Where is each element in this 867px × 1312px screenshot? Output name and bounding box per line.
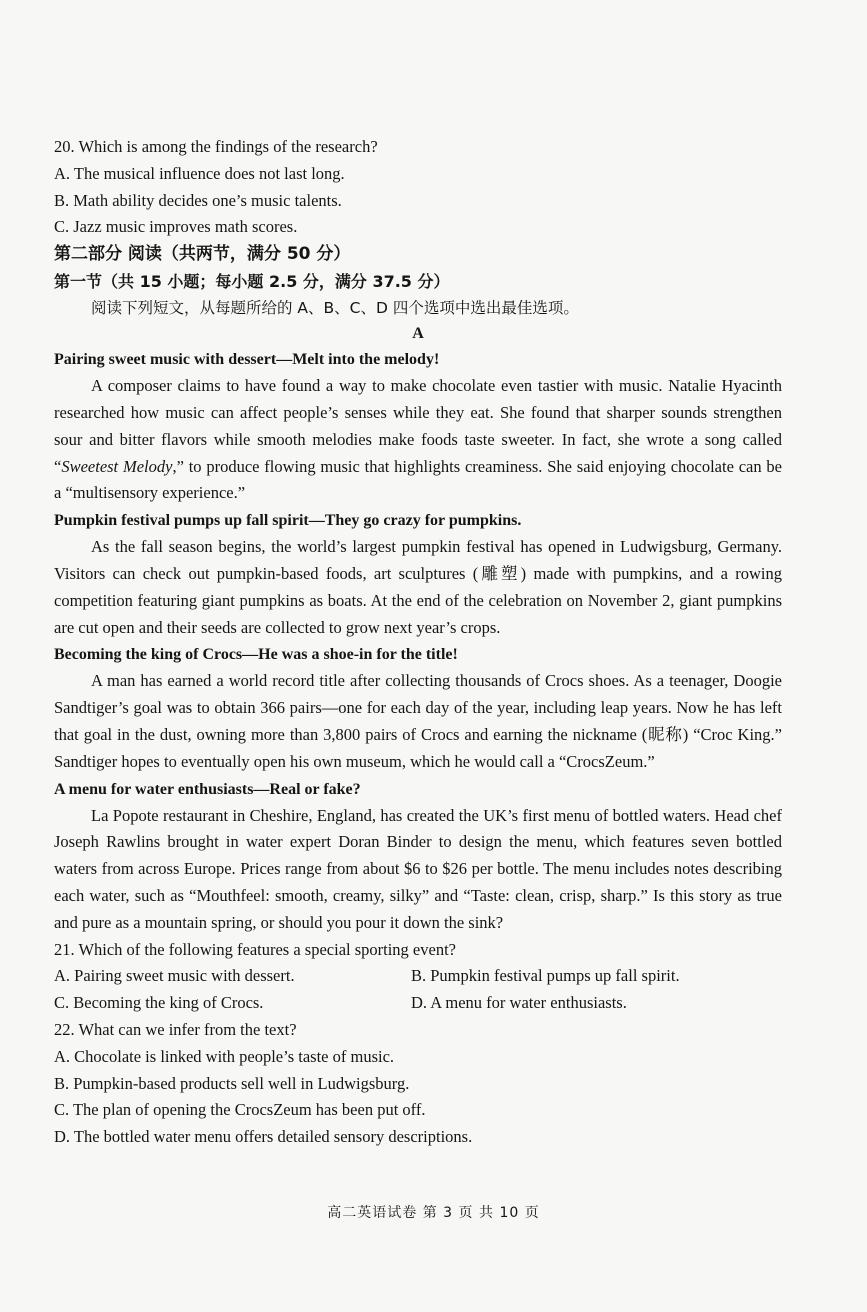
story-heading-pumpkin: Pumpkin festival pumps up fall spirit—They go crazy for pumpkins.	[54, 512, 522, 530]
story-body-pumpkin: As the fall season begins, the world’s largest pumpkin festival has opened in Ludwigsburg, Germany. Visitors can check out pumpkin-based foods, art sculptures (雕塑) made with pumpkins, and a rowing competition featuring giant pumpkins as boats. At the end of the celebration on November 2, giant pumpkins are cut open and their seeds are collected to grow next year’s crops.	[54, 537, 782, 637]
q20-question: 20. Which is among the findings of the research?	[54, 137, 378, 156]
q21-options-row-2	[54, 990, 782, 1017]
q20-option-b: B. Math ability decides one’s music talents.	[54, 190, 342, 210]
q20-option-c: C. Jazz music improves math scores.	[54, 217, 298, 237]
song-title: Sweetest Melody	[61, 456, 173, 476]
page-footer: 高二英语试卷 第 3 页 共 10 页	[327, 1205, 540, 1221]
q22-option-a: A. Chocolate is linked with people’s taste of music.	[54, 1046, 395, 1066]
q22-question: 22. What can we infer from the text?	[54, 1019, 297, 1039]
q21-question: 21. Which of the following features a special sporting event?	[54, 939, 456, 959]
story-heading-dessert: Pairing sweet music with dessert—Melt into the melody!	[54, 351, 440, 369]
story-heading-water: A menu for water enthusiasts—Real or fake?	[54, 780, 361, 798]
story-text-before: A composer claims to have found a way to make chocolate even tastier with music. Natalie Hyacinth researched how music can affect people’s senses while they eat. She found that sharper sounds strengthen sour and bitter flavors while smooth melodies make foods taste sweeter. In fact, she wrote a song called “	[54, 376, 782, 476]
story-heading-crocs: Becoming the king of Crocs—He was a shoe-in for the title!	[54, 646, 458, 664]
q21-option-a: A. Pairing sweet music with dessert.	[54, 966, 295, 986]
q21-option-b: B. Pumpkin festival pumps up fall spirit.	[411, 966, 680, 986]
story-body-water: La Popote restaurant in Cheshire, England, has created the UK’s first menu of bottled waters. Head chef Joseph Rawlins brought in water expert Doran Binder to design the menu, which features seven bottled waters from across Europe. Prices range from about $6 to $26 per bottle. The menu includes notes describing each water, such as “Mouthfeel: smooth, creamy, silky” and “Taste: clean, crisp, sharp.” Is this story as true and pure as a mountain spring, or should you pour it down the sink?	[54, 805, 782, 932]
story-body-crocs: A man has earned a world record title after collecting thousands of Crocs shoes. As a teenager, Doogie Sandtiger’s goal was to obtain 366 pairs—one for each day of the year, including leap years. Now he has left that goal in the dust, owning more than 3,800 pairs of Crocs and earning the nickname (昵称) “Croc King.” Sandtiger hopes to eventually open his own museum, which he would call a “CrocsZeum.”	[54, 671, 782, 771]
part2-title: 第二部分 阅读（共两节，满分 50 分）	[54, 244, 351, 265]
q21-option-c: C. Becoming the king of Crocs.	[54, 993, 264, 1013]
page-content	[54, 134, 782, 1151]
story-text-after: ,” to produce flowing music that highlights creaminess. She said enjoying chocolate can be a “multisensory experience.”	[54, 456, 782, 503]
section1-title: 第一节（共 15 小题；每小题 2.5 分，满分 37.5 分）	[54, 272, 450, 292]
story-body-dessert	[54, 373, 782, 507]
q22-option-d: D. The bottled water menu offers detailed sensory descriptions.	[54, 1127, 473, 1147]
reading-instruction: 阅读下列短文，从每题所给的 A、B、C、D 四个选项中选出最佳选项。	[91, 299, 579, 318]
q22-option-b: B. Pumpkin-based products sell well in Ludwigsburg.	[54, 1073, 410, 1093]
q21-options-row-1	[54, 963, 782, 990]
passage-letter: A	[412, 325, 424, 343]
q20-option-a: A. The musical influence does not last long.	[54, 163, 345, 183]
q22-option-c: C. The plan of opening the CrocsZeum has been put off.	[54, 1100, 426, 1120]
q21-option-d: D. A menu for water enthusiasts.	[411, 993, 627, 1013]
